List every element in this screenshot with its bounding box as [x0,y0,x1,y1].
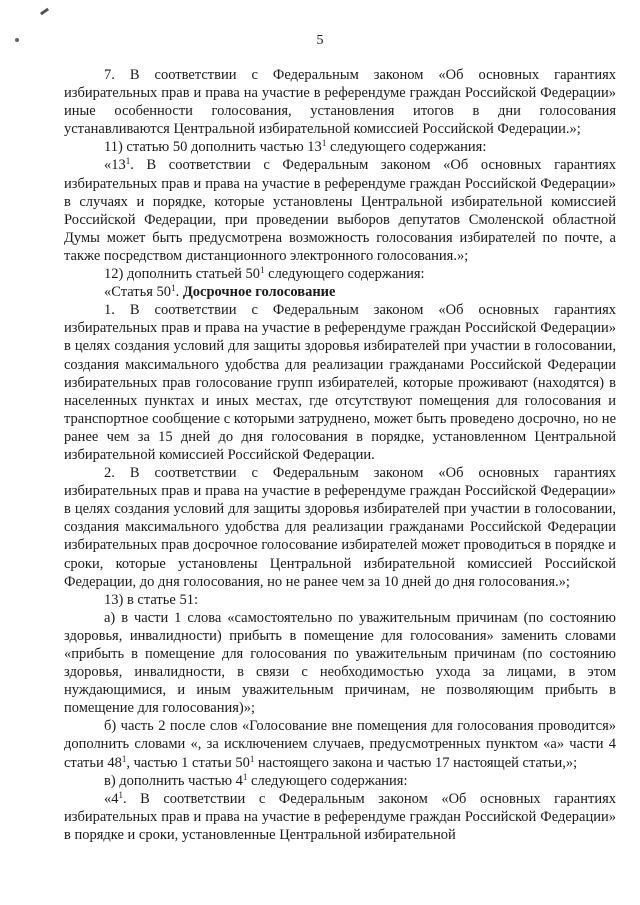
paragraph [64,464,616,591]
text-run: 7. В соответствии с Федеральным законом «Об основных гарантиях избирательных прав и права на участие в референдуме граждан Российской Федерации» иные особенности голосования, установления итогов в дни голосования устанавливаются Центральной избирательной комиссией Российской Федерации.»; [64,67,616,138]
superscript: 1 [260,265,265,276]
paragraph [64,66,616,138]
paragraph [64,717,616,771]
superscript: 1 [249,753,255,764]
article-heading: Досрочное голосование [182,284,336,301]
superscript: 1 [118,789,123,800]
superscript: 1 [125,156,131,167]
superscript: 1 [171,283,176,294]
text-run: в) дополнить частью 4 [104,772,243,789]
page-number: 5 [316,33,324,48]
paragraph [64,156,616,265]
paragraph [64,301,616,464]
text-run: . [175,284,183,301]
text-run: следующего содержания: [247,772,408,789]
document-body [64,66,616,844]
text-run: настоящего закона и частью 17 настоящей статьи,»; [254,754,578,771]
text-run: «Статья 50 [104,284,172,301]
text-run: следующего содержания: [264,266,425,283]
paragraph [64,772,616,790]
text-run: 12) дополнить статьей 50 [104,266,261,283]
text-run: , частью 1 статьи 50 [126,754,250,771]
paragraph [64,609,616,718]
text-run: . В соответствии с Федеральным законом «Об основных гарантиях избирательных прав и права на участие в референдуме граждан Российской Федерации» в случаях и порядке, которые установлены Центральной избирательной комиссией Российской Федерации, при проведении выборов депутатов Смоленской областной Думы может быть предусмотрена возможность голосования избирателей по почте, а также посредством дистанционного электронного голосования.»; [64,157,616,264]
paragraph [64,790,616,844]
paragraph [64,265,616,283]
text-run: следующего содержания: [326,139,487,156]
text-run: 13) в статье 51: [104,591,198,608]
text-run: . В соответствии с Федеральным законом «Об основных гарантиях избирательных прав и права на участие в референдуме граждан Российской Федерации» в порядке и сроки, установленные Центральной избирательной [64,790,616,843]
text-run: «4 [104,790,119,807]
text-run: б) часть 2 после слов «Голосование вне помещения для голосования проводится» дополнить словами «, за исключением случаев, предусмотренных пунктом «а» части 4 статьи 48 [64,718,616,771]
superscript: 1 [121,753,127,764]
superscript: 1 [242,771,248,782]
paragraph [64,591,616,609]
text-run: 2. В соответствии с Федеральным законом «Об основных гарантиях избирательных прав и права на участие в референдуме граждан Российской Федерации» в целях создания условий для защиты здоровья избирателей при участии в голосовании, создания максимального удобства для реализации гражданами Российской Федерации избирательных прав досрочное голосование избирателей может проводиться в порядке и сроки, которые установлены Центральной избирательной комиссией Российской Федерации, до дня голосования, но не ранее чем за 10 дней до дня голосования.»; [64,465,616,590]
text-run: 11) статью 50 дополнить частью 13 [104,139,322,156]
text-run: «13 [104,157,126,174]
text-run: а) в части 1 слова «самостоятельно по уважительным причинам (по состоянию здоровья, инвалидности) прибыть в помещение для голосования» заменить словами «прибыть в помещение для голосования по уважительным причинам (по состоянию здоровья, инвалидности, в связи с необходимостью ухода за лицами, в этом нуждающимися, и иным уважительным причинам, не позволяющим прибыть в помещение для голосования)»; [64,609,616,717]
paragraph [64,138,616,156]
text-run: 1. В соответствии с Федеральным законом «Об основных гарантиях избирательных прав и права на участие в референдуме граждан Российской Федерации» в целях создания условий для защиты здоровья избирателей при участии в голосовании, создания максимального удобства для реализации гражданами Российской Федерации избирательных прав голосование групп избирателей, которые проживают (находятся) в населенных пунктах и иных местах, где отсутствуют помещения для голосования и транспортное сообщение с которыми затруднено, может быть проведено досрочно, но не ранее чем за 15 дней до дня голосования в порядке, установленном Центральной избирательной комиссией Российской Федерации. [64,302,616,463]
superscript: 1 [321,138,327,149]
paragraph [64,283,616,301]
scan-artifact-mark [40,8,49,16]
